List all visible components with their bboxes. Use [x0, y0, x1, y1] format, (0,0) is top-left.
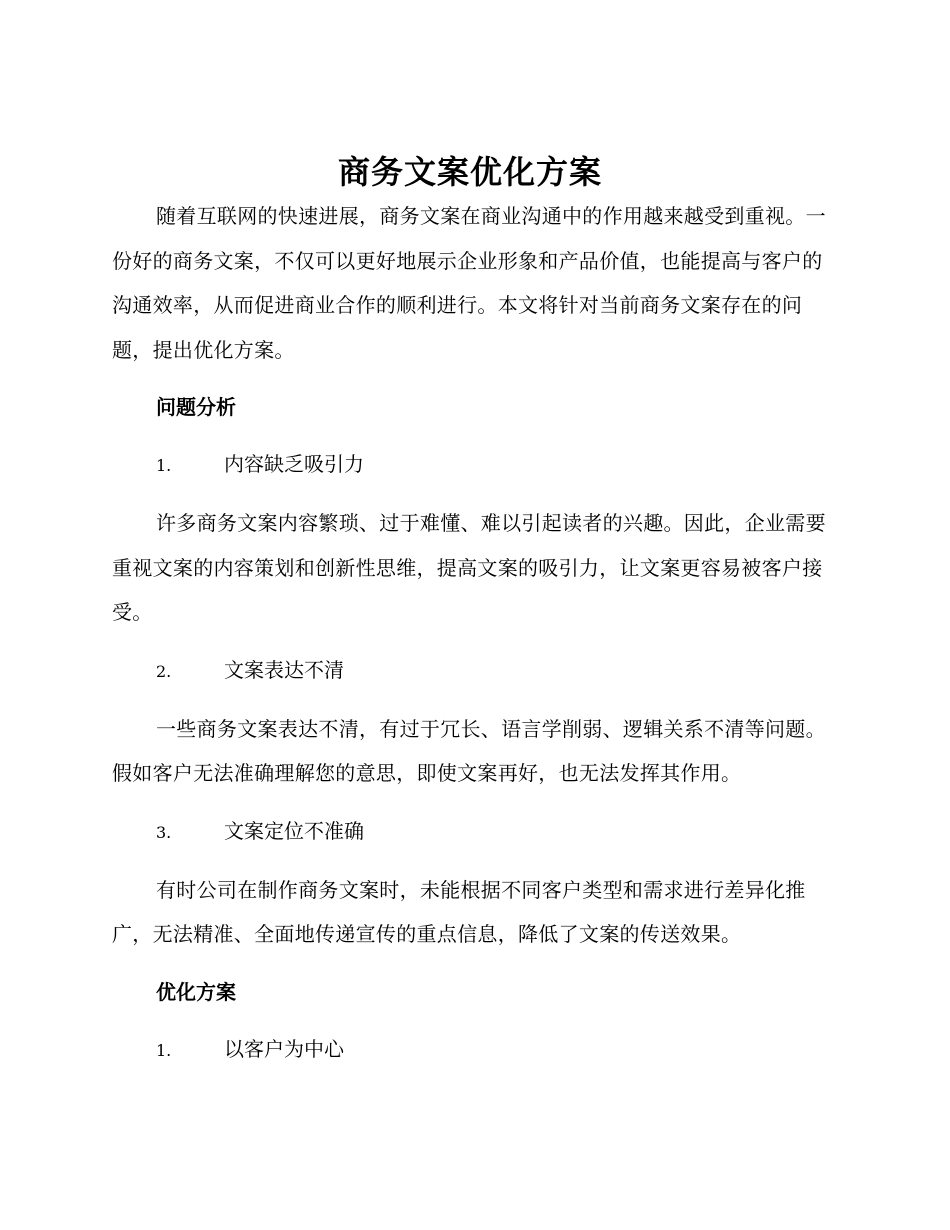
- intro-paragraph: 随着互联网的快速进展，商务文案在商业沟通中的作用越来越受到重视。一份好的商务文案，不仅可以更好地展示企业形象和产品价值，也能提高与客户的沟通效率，从而促进商业合作的顺利进行。本文将针对当前商务文案存在的问题，提出优化方案。: [112, 204, 826, 362]
- body-paragraph: 许多商务文案内容繁琐、过于难懂、难以引起读者的兴趣。因此，企业需要重视文案的内容策划和创新性思维，提高文案的吸引力，让文案更容易被客户接受。: [112, 511, 826, 624]
- list-number: 2.: [156, 661, 172, 681]
- list-item-opt-1: [112, 1027, 828, 1073]
- list-number: 3.: [156, 822, 172, 842]
- list-item-1: [112, 442, 828, 488]
- list-label: 以客户为中心: [224, 1036, 344, 1061]
- list-item-3: [112, 809, 828, 855]
- body-paragraph: 一些商务文案表达不清，有过于冗长、语言学削弱、逻辑关系不清等问题。假如客户无法准确理解您的意思，即使文案再好，也无法发挥其作用。: [112, 716, 826, 785]
- list-item-2: [112, 648, 828, 694]
- body-paragraph: 有时公司在制作商务文案时，未能根据不同客户类型和需求进行差异化推广，无法精准、全面地传递宣传的重点信息，降低了文案的传送效果。: [112, 877, 806, 946]
- page-title: 商务文案优化方案: [337, 153, 602, 191]
- list-number: 1.: [156, 1040, 172, 1060]
- section-heading-analysis: 问题分析: [156, 395, 236, 419]
- list-label: 内容缺乏吸引力: [224, 452, 364, 476]
- section-heading-optimization: 优化方案: [156, 979, 236, 1004]
- list-label: 文案定位不准确: [224, 818, 364, 843]
- list-label: 文案表达不清: [224, 657, 344, 682]
- list-number: 1.: [156, 456, 172, 475]
